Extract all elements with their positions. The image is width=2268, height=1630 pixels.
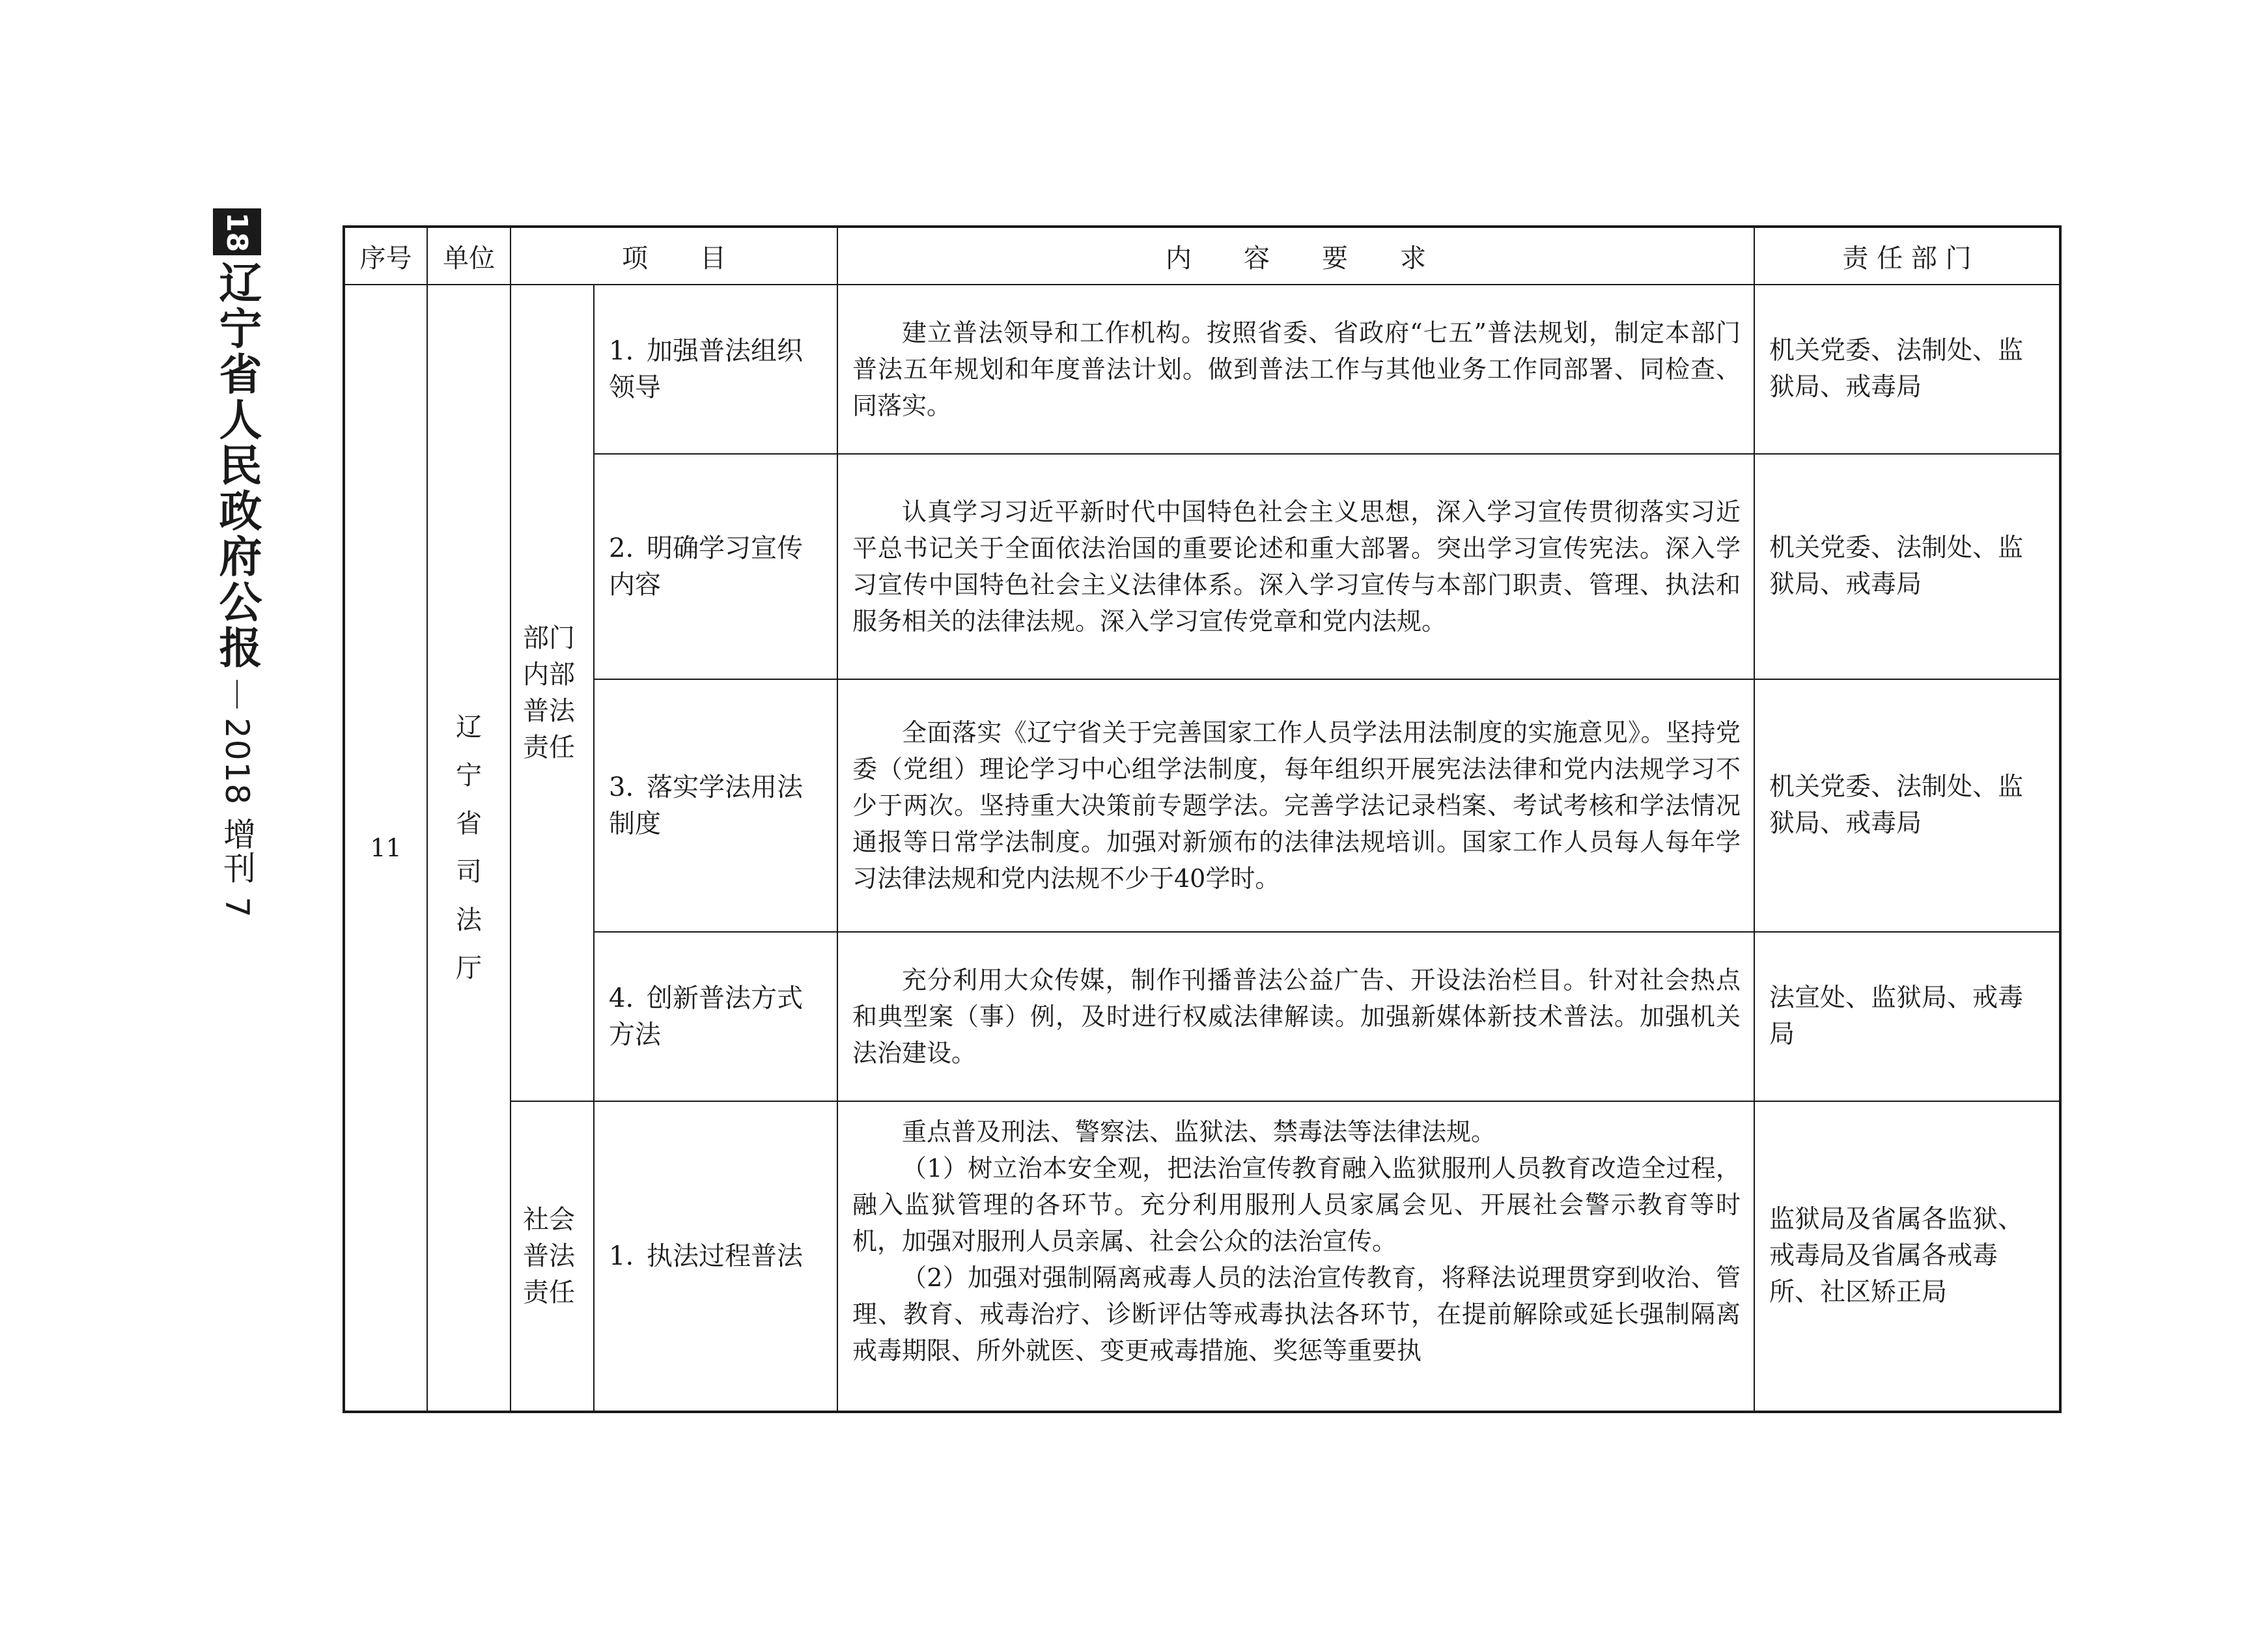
item-number: 1. [609, 336, 634, 366]
table-row [344, 454, 2060, 679]
dept-cell: 机关党委、法制处、监狱局、戒毒局 [1754, 285, 2060, 454]
table-row [344, 1101, 2060, 1412]
header-separator [236, 680, 238, 709]
unit-name: 辽宁省司法厅 [456, 712, 482, 983]
item-title: 执法过程普法 [647, 1241, 803, 1271]
item-cell [594, 932, 837, 1101]
item-cell [594, 679, 837, 932]
responsibility-table [343, 225, 2062, 1413]
header-seq: 序号 [344, 227, 427, 285]
dept-cell: 监狱局及省属各监狱、戒毒局及省属各戒毒所、社区矫正局 [1754, 1101, 2060, 1412]
content-paragraph: （1）树立治本安全观，把法治宣传教育融入监狱服刑人员教育改造全过程，融入监狱管理的各环节。充分利用服刑人员家属会见、开展社会警示教育等时机，加强对服刑人员亲属、社会公众的法治宣传。 [852, 1154, 1741, 1256]
page-number-box [213, 208, 261, 255]
content-cell [837, 679, 1754, 932]
content-paragraph: 建立普法领导和工作机构。按照省委、省政府“七五”普法规划，制定本部门普法五年规划和年度普法计划。做到普法工作与其他业务工作同部署、同检查、同落实。 [852, 318, 1741, 420]
item-cell [594, 454, 837, 679]
content-paragraph: 认真学习习近平新时代中国特色社会主义思想，深入学习宣传贯彻落实习近平总书记关于全面依法治国的重要论述和重大部署。突出学习宣传宪法。深入学习宣传中国特色社会主义法律体系。深入学习宣传与本部门职责、管理、执法和服务相关的法律法规。深入学习宣传党章和党内法规。 [852, 498, 1741, 636]
table-header-row [344, 227, 2060, 285]
table-row [344, 679, 2060, 932]
issue-label: 2018 增刊 7 [218, 718, 256, 919]
category-cell [511, 1101, 594, 1412]
unit-cell [427, 285, 511, 1412]
item-title: 落实学法用法制度 [609, 772, 803, 839]
dept-cell: 机关党委、法制处、监狱局、戒毒局 [1754, 454, 2060, 679]
journal-title: 辽宁省人民政府公报 [212, 260, 262, 671]
table-row [344, 285, 2060, 454]
category-cell [511, 285, 594, 1101]
seq-cell: 11 [344, 285, 427, 1412]
header-content: 内 容 要 求 [837, 227, 1754, 285]
item-title: 加强普法组织领导 [609, 336, 803, 402]
item-number: 3. [609, 772, 634, 802]
header-dept: 责 任 部 门 [1754, 227, 2060, 285]
item-number: 4. [609, 983, 634, 1013]
header-unit: 单位 [427, 227, 511, 285]
category-label: 部门内部普法责任 [523, 623, 575, 763]
item-cell [594, 1101, 837, 1412]
item-number: 2. [609, 533, 634, 563]
dept-cell: 机关党委、法制处、监狱局、戒毒局 [1754, 679, 2060, 932]
table-row [344, 932, 2060, 1101]
item-cell [594, 285, 837, 454]
side-header [212, 208, 262, 919]
category-label: 社会普法责任 [523, 1205, 575, 1308]
content-paragraph: （2）加强对强制隔离戒毒人员的法治宣传教育，将释法说理贯穿到收治、管理、教育、戒毒治疗、诊断评估等戒毒执法各环节，在提前解除或延长强制隔离戒毒期限、所外就医、变更戒毒措施、奖惩等重要执 [852, 1263, 1741, 1365]
content-cell [837, 932, 1754, 1101]
item-title: 创新普法方式方法 [609, 983, 803, 1050]
item-number: 1. [609, 1241, 634, 1271]
content-paragraph: 全面落实《辽宁省关于完善国家工作人员学法用法制度的实施意见》。坚持党委（党组）理论学习中心组学法制度，每年组织开展宪法法律和党内法规学习不少于两次。坚持重大决策前专题学法。完善学法记录档案、考试考核和学法情况通报等日常学法制度。加强对新颁布的法律法规培训。国家工作人员每人每年学习法律法规和党内法规不少于40学时。 [852, 718, 1741, 893]
content-paragraph: 充分利用大众传媒，制作刊播普法公益广告、开设法治栏目。针对社会热点和典型案（事）例，及时进行权威法律解读。加强新媒体新技术普法。加强机关法治建设。 [852, 966, 1741, 1067]
page-number: 18 [220, 212, 254, 252]
item-title: 明确学习宣传内容 [609, 533, 803, 600]
content-cell [837, 285, 1754, 454]
content-paragraph: 重点普及刑法、警察法、监狱法、禁毒法等法律法规。 [902, 1117, 1496, 1146]
content-cell [837, 454, 1754, 679]
dept-cell: 法宣处、监狱局、戒毒局 [1754, 932, 2060, 1101]
header-item: 项 目 [511, 227, 837, 285]
content-cell [837, 1101, 1754, 1412]
